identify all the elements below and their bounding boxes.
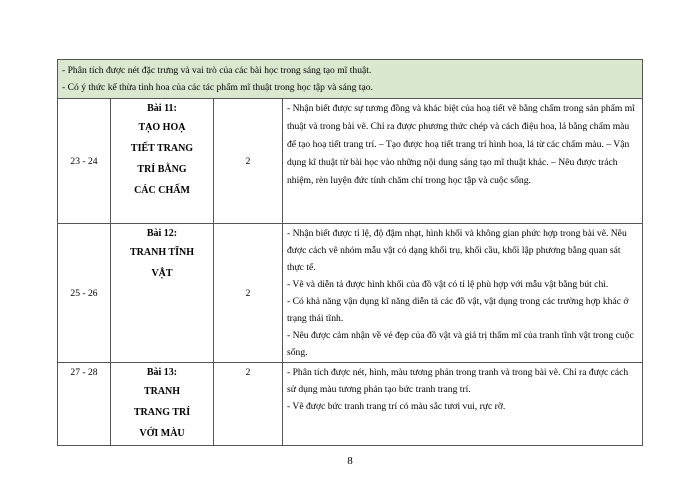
requirement-line: - Nhận biết được sự tương đồng và khác biệt của hoạ tiết vẽ bằng chấm trong sản phẩm mĩ thuật và trong bài vẽ. Chỉ ra được phương thức chép và cách điệu hoa, lá bằng chấm màu để tạo hoạ tiết trang trí. – Tạo được hoạ tiết trang trí hình hoa, lá từ các chấm màu. – Vận dụng kĩ thuật từ bài học vào những nội dung sáng tạo mĩ thuật khác. – Nêu được trách nhiệm, rèn luyện đức tính chăm chỉ trong học tập và cuộc sống.	[287, 103, 635, 186]
period-cell: 25 - 26	[58, 224, 111, 363]
lesson-title: TẠO HOẠ TIẾT TRANG TRÍ BẰNG CÁC CHẤM	[130, 122, 194, 196]
requirements-cell	[283, 363, 643, 446]
lesson-number: Bài 13:	[146, 367, 178, 378]
requirement-line: - Nêu được cảm nhận về vẻ đẹp của đồ vật và giá trị thẩm mĩ của tranh tĩnh vật trong cuộc sống.	[287, 330, 634, 358]
requirement-line: - Vẽ và diễn tả được hình khối của đồ vật có tỉ lệ phù hợp với mẫu vật bằng bút chì.	[287, 279, 609, 290]
requirement-line: - Nhận biết được tỉ lệ, độ đậm nhạt, hình khối và không gian phức hợp trong bài vẽ. Nêu được cách vẽ nhóm mẫu vật có dạng khối trụ, khối cầu, khối lập phương bằng quan sát thực tế.	[287, 228, 627, 273]
table-row	[58, 363, 643, 446]
objectives-cell	[58, 60, 643, 99]
page-number: 8	[347, 455, 353, 467]
hours-cell: 2	[214, 99, 283, 224]
requirements-cell	[283, 224, 643, 363]
lesson-title-cell	[111, 363, 214, 446]
lesson-title: TRANH TĨNH VẬT	[130, 247, 194, 279]
period-cell: 27 - 28	[58, 363, 111, 446]
period-cell: 23 - 24	[58, 99, 111, 224]
objective-line: - Có ý thức kế thừa tinh hoa của các tác phẩm mĩ thuật trong học tập và sáng tạo.	[62, 82, 373, 93]
table-row	[58, 224, 643, 363]
requirements-cell	[283, 99, 643, 224]
lesson-title: TRANH TRANG TRÍ VỚI MÀU	[133, 386, 191, 439]
hours-cell: 2	[214, 224, 283, 363]
hours-cell: 2	[214, 363, 283, 446]
objective-line: - Phân tích được nét đặc trưng và vai trò của các bài học trong sáng tạo mĩ thuật.	[62, 65, 372, 76]
lesson-title-cell	[111, 99, 214, 224]
lesson-number: Bài 11:	[147, 103, 177, 114]
curriculum-table	[57, 59, 643, 446]
lesson-number: Bài 12:	[146, 228, 178, 239]
lesson-title-cell	[111, 224, 214, 363]
objectives-header-row	[58, 60, 643, 99]
table-row	[58, 99, 643, 224]
requirement-line: - Có khả năng vận dụng kĩ năng diễn tả các đồ vật, vật dụng trong các trường hợp khác ở trạng thái tĩnh.	[287, 296, 629, 324]
requirement-line: - Phân tích được nét, hình, màu tương phản trong tranh và trong bài vẽ. Chỉ ra được cách sử dụng màu tương phản tạo bức tranh trang trí.	[287, 367, 629, 395]
requirement-line: - Vẽ được bức tranh trang trí có màu sắc tươi vui, rực rỡ.	[287, 401, 506, 412]
